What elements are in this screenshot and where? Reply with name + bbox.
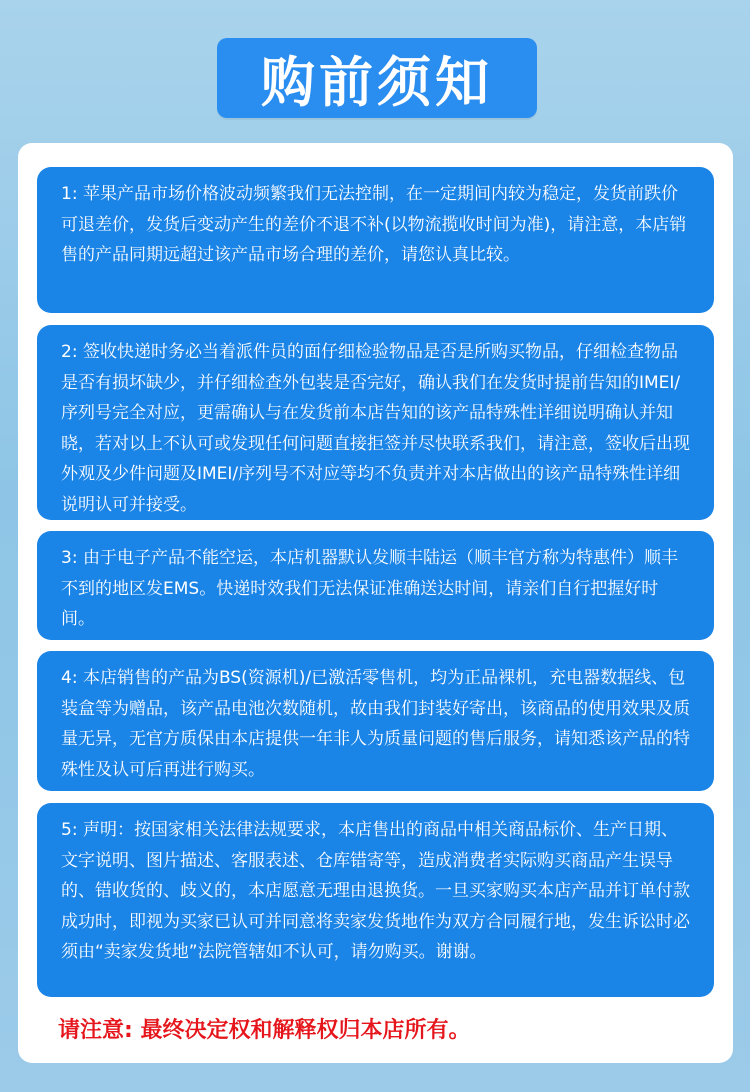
notice-item-2: 2: 签收快递时务必当着派件员的面仔细检验物品是否是所购买物品，仔细检查物品是否有损坏缺少，并仔细检查外包装是否完好，确认我们在发货时提前告知的IMEI/序列号完全对应，更需确认与在发货前本店告知的该产品特殊性详细说明确认并知晓，若对以上不认可或发现任何问题直接拒签并尽快联系我们，请注意，签收后出现外观及少件问题及IMEI/序列号不对应等均不负责并对本店做出的该产品特殊性详细说明认可并接受。 (37, 325, 714, 520)
notice-card (18, 143, 733, 1063)
notice-item-5: 5: 声明：按国家相关法律法规要求，本店售出的商品中相关商品标价、生产日期、文字说明、图片描述、客服表述、仓库错寄等，造成消费者实际购买商品产生误导的、错收货的、歧义的，本店愿意无理由退换货。一旦买家购买本店产品并订单付款成功时，即视为买家已认可并同意将卖家发货地作为双方合同履行地，发生诉讼时必须由“卖家发货地”法院管辖如不认可，请勿购买。谢谢。 (37, 803, 714, 997)
page-title: 购前须知 (261, 50, 493, 114)
title-banner (217, 38, 537, 118)
footer-disclaimer: 请注意: 最终决定权和解释权归本店所有。 (58, 1018, 471, 1043)
notice-item-3: 3: 由于电子产品不能空运，本店机器默认发顺丰陆运（顺丰官方称为特惠件）顺丰不到的地区发EMS。快递时效我们无法保证准确送达时间，请亲们自行把握好时间。 (37, 531, 714, 640)
notice-item-4: 4: 本店销售的产品为BS(资源机)/已激活零售机，均为正品裸机，充电器数据线、包装盒等为赠品，该产品电池次数随机，故由我们封装好寄出，该商品的使用效果及质量无异，无官方质保由本店提供一年非人为质量问题的售后服务，请知悉该产品的特殊性及认可后再进行购买。 (37, 651, 714, 791)
notice-item-1: 1: 苹果产品市场价格波动频繁我们无法控制，在一定期间内较为稳定，发货前跌价可退差价，发货后变动产生的差价不退不补(以物流揽收时间为准)，请注意，本店销售的产品同期远超过该产品市场合理的差价，请您认真比较。 (37, 167, 714, 313)
